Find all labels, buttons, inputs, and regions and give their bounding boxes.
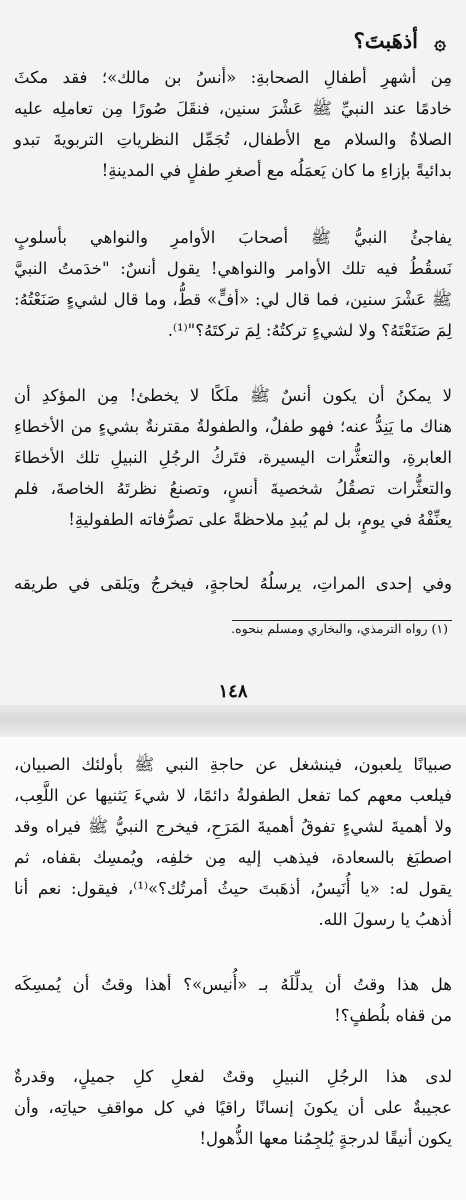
text-line: أذهبُ يا رسولَ الله. [318,910,452,929]
text-line: يقول له: «يا أُنَيسُ، أذهَبتَ حيثُ أمرتُك؟»⁽¹⁾، فيقول: نعم أنا [14,879,452,898]
paragraph-2 [14,969,452,1031]
text-line: هناك ما يَنِدُّ عنه؛ فهو طفلٌ، والطفولةُ مقترنةٌ بشيءٍ من الأخطاءِ [14,417,452,436]
text-line: العابرةِ، والتعثُّرات اليسيرة، فتَركُ الرجُلِ النبيلِ تلك الأخطاءَ [14,448,452,467]
text-line: مِن أشهرِ أطفالِ الصحابةِ: «أنسُ بن مالك»؛ فقد مكثَ [14,68,452,87]
text-line: وفي إحدى المراتِ، يرسلُهُ لحاجةٍ، فيخرجُ ويَلقى في طريقه [14,574,452,593]
text-line: لِمَ صَنَعْتَهُ؟ ولا لشيءٍ تركتُهُ: لِمَ تركتَهُ؟"⁽¹⁾. [167,321,452,340]
paragraph-3 [14,1061,452,1154]
footnote: (١) رواه الترمذي، والبخاري ومسلم بنحوه. [231,621,448,636]
text-line: فيلعب معهم كما تفعل الطفولةُ دائمًا، لا شيءَ يَثنيها عن اللَّعِب، [14,786,452,805]
ornament-icon: ۞ [434,30,446,54]
text-line: عجيبةٌ على أن يكونَ إنسانًا راقيًا في كل مواقفِ حياتِه، وأن [14,1098,452,1117]
text-line: ﷺ عَشْرَ سنين، فما قال لي: «أفٍّ» قطُّ، وما قال لشيءٍ صَنَعْتُهُ: [14,290,452,309]
paragraph-2 [14,222,452,346]
text-line: ولا أهميةَ لشيءٍ تفوقُ أهميةَ المَرَحِ، فيخرج النبيُّ ﷺ فيراه وقد [14,817,452,836]
text-line: والتعثُّرات تصقُلُ شخصيةَ أنسٍ، وتصنعُ نظرتَهُ الخاصةَ، فلم [14,479,452,498]
text-line: يفاجئُ النبيُّ ﷺ أصحابَ الأوامرِ والنواهي بأسلوبٍ [14,228,452,247]
text-line: اصطبَغ بالسعادة، فيذهب إليه مِن خلفِه، ويُمسِك بقفاه، ثم [14,848,452,867]
chapter-title: أذهَبتَ؟ [353,28,418,53]
book-page-149 [0,737,466,1200]
page-number: ١٤٨ [218,681,248,702]
text-line: لدى هذا الرجُلِ النبيلِ وقتٌ لفعلِ كلِ جميلٍ، وقدرةٌ [14,1067,452,1086]
text-line: لا يمكنُ أن يكون أنسٌ ﷺ ملَكًا لا يخطئ! مِن المؤكدِ أن [14,386,452,405]
paragraph-1 [14,749,452,935]
text-line: من قفاه بلُطفٍ؟! [334,1006,452,1025]
paragraph-1 [14,62,452,186]
paragraph-3 [14,380,452,535]
page-separator [0,705,466,737]
text-line: هل هذا وقتُ أن يدلِّلَهُ بـ «أُنيس»؟ أهذا وقتُ أن يُمسِكَه [14,975,452,994]
text-line: يعنِّفْهُ في يومٍ، بل لم يُبدِ ملاحظةً على تصرُّفاته الطفوليةِ! [68,510,452,529]
text-line: الصلاةُ والسلام مع الأطفال، تُجَمِّل النظرياتِ التربويةَ تبدو [14,130,452,149]
text-line: بدائيةً بإزاءِ ما كان يَعمَلُه مع أصغرِ طفلٍ في المدينةِ! [101,161,452,180]
paragraph-4 [14,568,452,599]
text-line: خادمًا عند النبيِّ ﷺ عَشْرَ سنين، فنقَلَ صُورًا مِن تعاملِه عليه [14,99,452,118]
text-line: صبيانًا يلعبون، فينشغل عن حاجةِ النبي ﷺ بأولئك الصبيان، [14,755,452,774]
text-line: نَسقُطُ فيه تلك الأوامر والنواهي! يقول أنسٌ: "خدَمتُ النبيَّ [14,259,452,278]
text-line: يكون أنيقًا لدرجةٍ يُلجِمُنا معها الذُّهول! [199,1129,452,1148]
